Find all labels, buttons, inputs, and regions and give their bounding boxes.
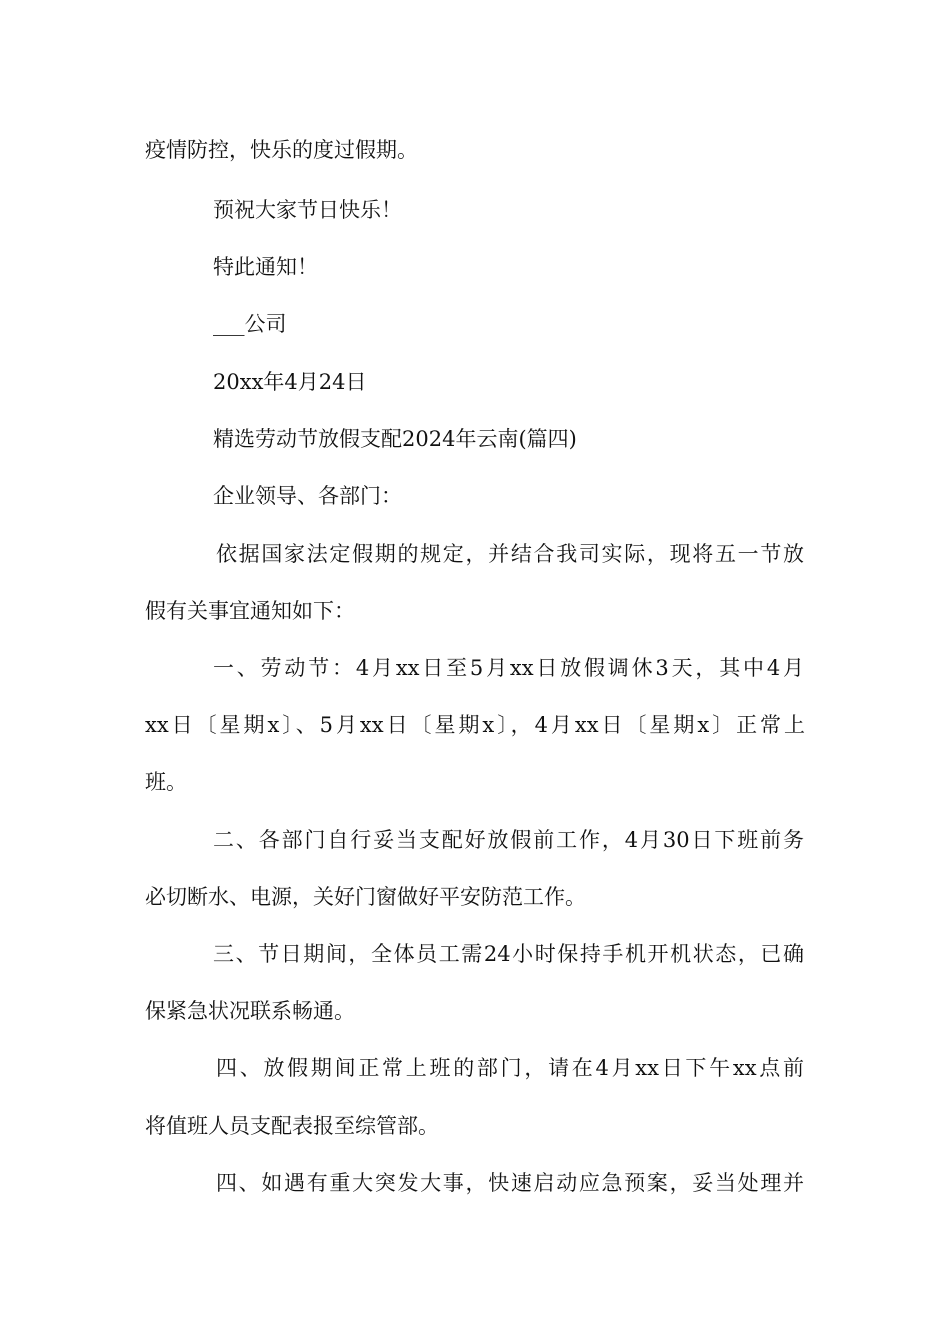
text-line: 必切断水、电源，关好门窗做好平安防范工作。: [145, 885, 586, 909]
text-line: 特此通知！: [213, 255, 318, 279]
text-line: 二、各部门自行妥当支配好放假前工作，4月30日下班前务: [213, 828, 804, 852]
text-line: 预祝大家节日快乐！: [213, 198, 402, 222]
section-title: 精选劳动节放假支配2024年云南(篇四): [213, 427, 577, 451]
text-line: 依据国家法定假期的规定，并结合我司实际，现将五一节放: [216, 542, 804, 566]
text-line: 保紧急状况联系畅通。: [145, 999, 355, 1023]
text-line: 四、如遇有重大突发大事，快速启动应急预案，妥当处理并: [216, 1171, 804, 1195]
salutation: 企业领导、各部门：: [213, 484, 402, 508]
text-line: xx日〔星期x〕、5月xx日〔星期x〕，4月xx日〔星期x〕正常上: [145, 713, 805, 737]
text-line: 班。: [145, 770, 187, 794]
text-line: 假有关事宜通知如下：: [145, 599, 355, 623]
text-line: 将值班人员支配表报至综管部。: [145, 1114, 439, 1138]
text-line: 一、劳动节：4月xx日至5月xx日放假调休3天，其中4月: [213, 656, 804, 680]
text-line: 四、放假期间正常上班的部门，请在4月xx日下午xx点前: [216, 1056, 804, 1080]
text-line: ___公司: [213, 312, 287, 336]
date-line: 20xx年4月24日: [213, 370, 367, 394]
text-line: 疫情防控，快乐的度过假期。: [145, 138, 418, 162]
text-line: 三、节日期间，全体员工需24小时保持手机开机状态，已确: [213, 942, 804, 966]
